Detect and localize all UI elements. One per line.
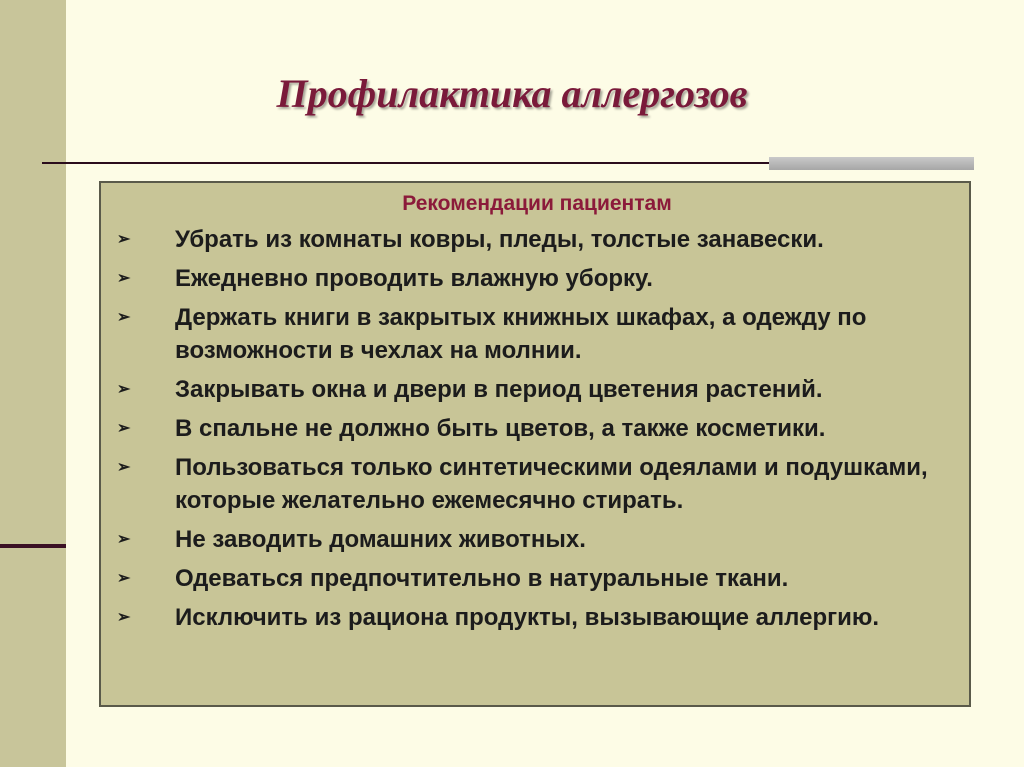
list-item-text: Одеваться предпочтительно в натуральные ткани. (175, 565, 789, 592)
title-divider-line (42, 162, 769, 164)
title-divider-bar (769, 157, 974, 170)
arrow-bullet-icon: ➢ (117, 381, 131, 398)
arrow-bullet-icon: ➢ (117, 270, 131, 287)
list-item-text: Исключить из рациона продукты, вызывающие аллергию. (175, 604, 880, 631)
list-item (101, 451, 961, 517)
list-item (101, 562, 961, 595)
list-item (101, 523, 961, 556)
arrow-bullet-icon: ➢ (117, 570, 131, 587)
content-subtitle: Рекомендации пациентам (402, 192, 672, 215)
list-item (101, 373, 961, 406)
list-item-text: Убрать из комнаты ковры, пледы, толстые занавески. (175, 226, 824, 253)
list-item-text: Закрывать окна и двери в период цветения растений. (175, 376, 823, 403)
content-box (99, 181, 971, 707)
arrow-bullet-icon: ➢ (117, 309, 131, 326)
arrow-bullet-icon: ➢ (117, 531, 131, 548)
slide-title: Профилактика аллергозов (276, 71, 748, 116)
list-item-text: Не заводить домашних животных. (175, 526, 586, 553)
list-item-text: В спальне не должно быть цветов, а также косметики. (175, 415, 826, 442)
list-item (101, 262, 961, 295)
list-item (101, 412, 961, 445)
list-item-text: Ежедневно проводить влажную уборку. (175, 265, 653, 292)
list-item (101, 301, 961, 367)
arrow-bullet-icon: ➢ (117, 420, 131, 437)
list-item-text: Держать книги в закрытых книжных шкафах, а одежду по возможности в чехлах на молнии. (175, 304, 867, 364)
arrow-bullet-icon: ➢ (117, 459, 131, 476)
recommendation-list (101, 223, 961, 640)
list-item-text: Пользоваться только синтетическими одеялами и подушками, которые желательно ежемесячно стирать. (175, 454, 928, 514)
list-item (101, 223, 961, 256)
list-item (101, 601, 961, 634)
arrow-bullet-icon: ➢ (117, 231, 131, 248)
left-accent-line (0, 544, 66, 548)
arrow-bullet-icon: ➢ (117, 609, 131, 626)
